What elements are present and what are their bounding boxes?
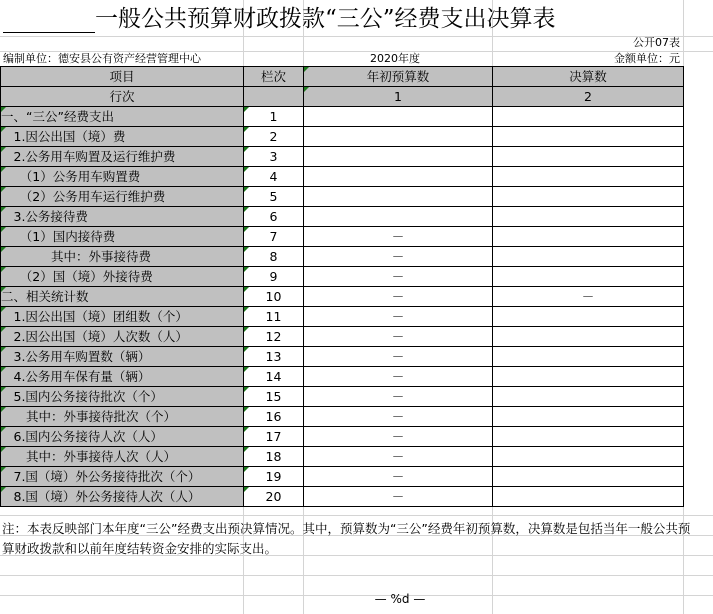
row-label[interactable]: 3.公务用车购置数（辆） bbox=[1, 347, 244, 367]
row-seq[interactable]: 6 bbox=[244, 207, 304, 227]
row-budget[interactable] bbox=[304, 187, 493, 207]
row-label[interactable]: （1）国内接待费 bbox=[1, 227, 244, 247]
table-row bbox=[1, 227, 684, 247]
row-label[interactable]: 其中：外事接待人次（人） bbox=[1, 447, 244, 467]
row-seq[interactable]: 18 bbox=[244, 447, 304, 467]
index-row bbox=[1, 87, 684, 107]
row-seq[interactable]: 5 bbox=[244, 187, 304, 207]
row-final[interactable] bbox=[493, 467, 684, 487]
row-final[interactable]: － bbox=[493, 287, 684, 307]
table-row bbox=[1, 487, 684, 507]
page-footer: — %d — bbox=[374, 592, 426, 606]
row-seq[interactable]: 7 bbox=[244, 227, 304, 247]
report-title bbox=[0, 2, 713, 36]
index-label[interactable]: 行次 bbox=[1, 87, 244, 107]
row-budget[interactable]: － bbox=[304, 247, 493, 267]
row-final[interactable] bbox=[493, 107, 684, 127]
table-row bbox=[1, 327, 684, 347]
row-seq[interactable]: 2 bbox=[244, 127, 304, 147]
currency-unit: 金额单位：元 bbox=[614, 52, 680, 65]
row-final[interactable] bbox=[493, 147, 684, 167]
row-seq[interactable]: 12 bbox=[244, 327, 304, 347]
row-seq[interactable]: 19 bbox=[244, 467, 304, 487]
table-row bbox=[1, 147, 684, 167]
row-seq[interactable]: 10 bbox=[244, 287, 304, 307]
row-seq[interactable]: 13 bbox=[244, 347, 304, 367]
row-budget[interactable]: － bbox=[304, 407, 493, 427]
row-label[interactable]: （2）国（境）外接待费 bbox=[1, 267, 244, 287]
report-table-body bbox=[1, 67, 684, 507]
table-row bbox=[1, 367, 684, 387]
table-row bbox=[1, 247, 684, 267]
row-seq[interactable]: 11 bbox=[244, 307, 304, 327]
row-budget[interactable]: － bbox=[304, 267, 493, 287]
row-budget[interactable]: － bbox=[304, 227, 493, 247]
grid-line bbox=[0, 36, 713, 37]
row-seq[interactable]: 14 bbox=[244, 367, 304, 387]
table-row bbox=[1, 427, 684, 447]
row-budget[interactable]: － bbox=[304, 447, 493, 467]
table-row bbox=[1, 167, 684, 187]
index-budget[interactable]: 1 bbox=[304, 87, 493, 107]
row-final[interactable] bbox=[493, 407, 684, 427]
table-row bbox=[1, 407, 684, 427]
header-budget[interactable]: 年初预算数 bbox=[304, 67, 493, 87]
row-label[interactable]: 5.国内公务接待批次（个） bbox=[1, 387, 244, 407]
row-label[interactable]: 1.因公出国（境）团组数（个） bbox=[1, 307, 244, 327]
row-label[interactable]: 其中：外事接待批次（个） bbox=[1, 407, 244, 427]
row-final[interactable] bbox=[493, 167, 684, 187]
header-final[interactable]: 决算数 bbox=[493, 67, 684, 87]
index-seq[interactable] bbox=[244, 87, 304, 107]
table-row bbox=[1, 447, 684, 467]
row-final[interactable] bbox=[493, 227, 684, 247]
index-final[interactable]: 2 bbox=[493, 87, 684, 107]
row-label[interactable]: 8.国（境）外公务接待人次（人） bbox=[1, 487, 244, 507]
table-row bbox=[1, 207, 684, 227]
row-seq[interactable]: 16 bbox=[244, 407, 304, 427]
row-budget[interactable]: － bbox=[304, 487, 493, 507]
table-row bbox=[1, 387, 684, 407]
table-row bbox=[1, 267, 684, 287]
row-seq[interactable]: 8 bbox=[244, 247, 304, 267]
grid-line bbox=[0, 515, 713, 516]
row-label[interactable]: 一、“三公”经费支出 bbox=[1, 107, 244, 127]
row-budget[interactable] bbox=[304, 167, 493, 187]
row-final[interactable] bbox=[493, 267, 684, 287]
row-budget[interactable] bbox=[304, 107, 493, 127]
row-label[interactable]: 2.因公出国（境）人次数（人） bbox=[1, 327, 244, 347]
table-row bbox=[1, 187, 684, 207]
row-budget[interactable]: － bbox=[304, 387, 493, 407]
table-row bbox=[1, 127, 684, 147]
row-seq[interactable]: 17 bbox=[244, 427, 304, 447]
row-label[interactable]: 7.国（境）外公务接待批次（个） bbox=[1, 467, 244, 487]
row-budget[interactable]: － bbox=[304, 427, 493, 447]
row-budget[interactable] bbox=[304, 147, 493, 167]
row-label[interactable]: 其中：外事接待费 bbox=[1, 247, 244, 267]
row-final[interactable] bbox=[493, 347, 684, 367]
row-budget[interactable] bbox=[304, 127, 493, 147]
row-budget[interactable]: － bbox=[304, 347, 493, 367]
header-seq[interactable]: 栏次 bbox=[244, 67, 304, 87]
row-label[interactable]: 4.公务用车保有量（辆） bbox=[1, 367, 244, 387]
report-title-text: 一般公共预算财政拨款“三公”经费支出决算表 bbox=[95, 6, 556, 32]
table-row bbox=[1, 347, 684, 367]
row-budget[interactable]: － bbox=[304, 467, 493, 487]
report-table bbox=[0, 66, 684, 507]
row-budget[interactable] bbox=[304, 207, 493, 227]
row-label[interactable]: 1.因公出国（境）费 bbox=[1, 127, 244, 147]
row-final[interactable] bbox=[493, 327, 684, 347]
row-seq[interactable]: 4 bbox=[244, 167, 304, 187]
row-final[interactable] bbox=[493, 127, 684, 147]
grid-line bbox=[0, 575, 713, 576]
row-final[interactable] bbox=[493, 427, 684, 447]
row-seq[interactable]: 20 bbox=[244, 487, 304, 507]
row-final[interactable] bbox=[493, 207, 684, 227]
row-label[interactable]: 2.公务用车购置及运行维护费 bbox=[1, 147, 244, 167]
row-label[interactable]: （1）公务用车购置费 bbox=[1, 167, 244, 187]
row-label[interactable]: 3.公务接待费 bbox=[1, 207, 244, 227]
table-row bbox=[1, 467, 684, 487]
row-final[interactable] bbox=[493, 487, 684, 507]
row-label[interactable]: 二、相关统计数 bbox=[1, 287, 244, 307]
row-budget[interactable]: － bbox=[304, 367, 493, 387]
compiling-unit: 编制单位：德安县公有资产经营管理中心 bbox=[3, 52, 201, 65]
row-final[interactable] bbox=[493, 307, 684, 327]
row-final[interactable] bbox=[493, 247, 684, 267]
row-budget[interactable]: － bbox=[304, 287, 493, 307]
row-final[interactable] bbox=[493, 387, 684, 407]
table-code: 公开07表 bbox=[633, 36, 680, 49]
row-final[interactable] bbox=[493, 447, 684, 467]
row-budget[interactable]: － bbox=[304, 327, 493, 347]
row-seq[interactable]: 3 bbox=[244, 147, 304, 167]
header-item[interactable]: 项目 bbox=[1, 67, 244, 87]
table-row bbox=[1, 307, 684, 327]
row-seq[interactable]: 15 bbox=[244, 387, 304, 407]
row-seq[interactable]: 1 bbox=[244, 107, 304, 127]
table-note: 注：本表反映部门本年度“三公”经费支出预决算情况。其中，预算数为“三公”经费年初预算数，决算数是包括当年一般公共预算财政拨款和以前年度结转资金安排的实际支出。 bbox=[2, 521, 691, 556]
row-final[interactable] bbox=[493, 367, 684, 387]
header-row bbox=[1, 67, 684, 87]
title-underline bbox=[3, 32, 95, 33]
row-seq[interactable]: 9 bbox=[244, 267, 304, 287]
row-label[interactable]: 6.国内公务接待人次（人） bbox=[1, 427, 244, 447]
row-label[interactable]: （2）公务用车运行维护费 bbox=[1, 187, 244, 207]
report-year: 2020年度 bbox=[370, 52, 420, 65]
table-row bbox=[1, 107, 684, 127]
table-row bbox=[1, 287, 684, 307]
row-budget[interactable]: － bbox=[304, 307, 493, 327]
row-final[interactable] bbox=[493, 187, 684, 207]
